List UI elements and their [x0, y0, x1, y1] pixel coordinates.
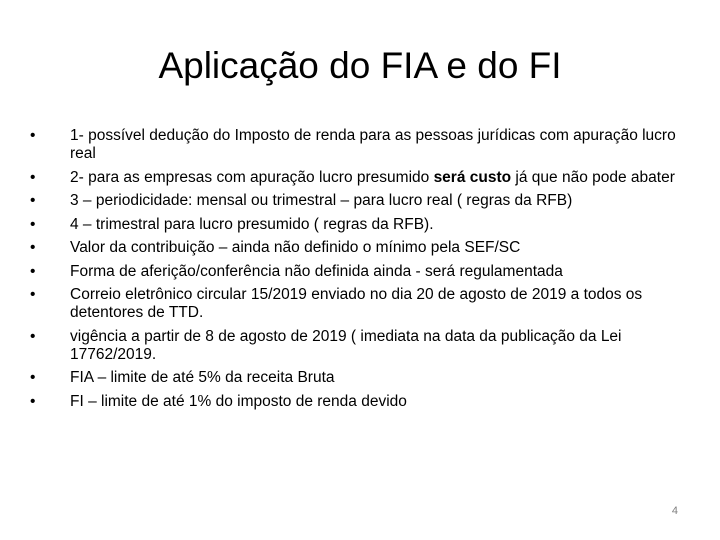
- bullet-text: FIA – limite de até 5% da receita Bruta: [70, 369, 335, 386]
- bullet-item: [30, 328, 680, 364]
- bullet-icon: •: [30, 392, 36, 410]
- bullet-text: [70, 169, 675, 186]
- page-number: 4: [671, 505, 678, 517]
- bullet-icon: •: [30, 215, 36, 233]
- bullet-item: [30, 286, 680, 322]
- bullet-icon: •: [30, 286, 36, 303]
- bullet-text-bold: será custo: [433, 168, 512, 186]
- bullet-icon: •: [30, 168, 36, 186]
- bullet-item: [30, 393, 680, 411]
- bullet-text: vigência a partir de 8 de agosto de 2019 ( imediata na data da publicação da Lei 17762/2019.: [70, 327, 622, 363]
- bullet-item: [30, 169, 680, 187]
- bullet-item: [30, 127, 680, 163]
- bullet-icon: •: [30, 327, 36, 345]
- bullet-text: 4 – trimestral para lucro presumido ( regras da RFB).: [70, 215, 434, 233]
- bullet-text: Correio eletrônico circular 15/2019 enviado no dia 20 de agosto de 2019 a todos os detentores de TTD.: [70, 286, 643, 321]
- bullet-text: 1- possível dedução do Imposto de renda para as pessoas jurídicas com apuração lucro real: [70, 127, 676, 162]
- bullet-icon: •: [30, 239, 36, 256]
- bullet-icon: •: [30, 192, 36, 209]
- bullet-icon: •: [30, 262, 36, 280]
- bullet-text: Valor da contribuição – ainda não definido o mínimo pela SEF/SC: [70, 239, 521, 256]
- bullet-item: [30, 239, 680, 257]
- bullet-text-part: 2- para as empresas com apuração lucro presumido: [70, 168, 434, 186]
- bullet-text: 3 – periodicidade: mensal ou trimestral – para lucro real ( regras da RFB): [70, 192, 573, 209]
- bullet-item: [30, 192, 680, 210]
- bullet-icon: •: [30, 369, 36, 386]
- bullet-item: [30, 216, 680, 234]
- bullet-icon: •: [30, 127, 36, 144]
- bullet-text-part: já que não pode abater: [511, 168, 675, 186]
- bullet-list: [30, 127, 680, 416]
- bullet-text: FI – limite de até 1% do imposto de renda devido: [70, 392, 407, 410]
- bullet-text: Forma de aferição/conferência não definida ainda - será regulamentada: [70, 262, 563, 280]
- bullet-item: [30, 263, 680, 281]
- bullet-item: [30, 369, 680, 387]
- slide-title: Aplicação do FIA e do FI: [158, 45, 562, 86]
